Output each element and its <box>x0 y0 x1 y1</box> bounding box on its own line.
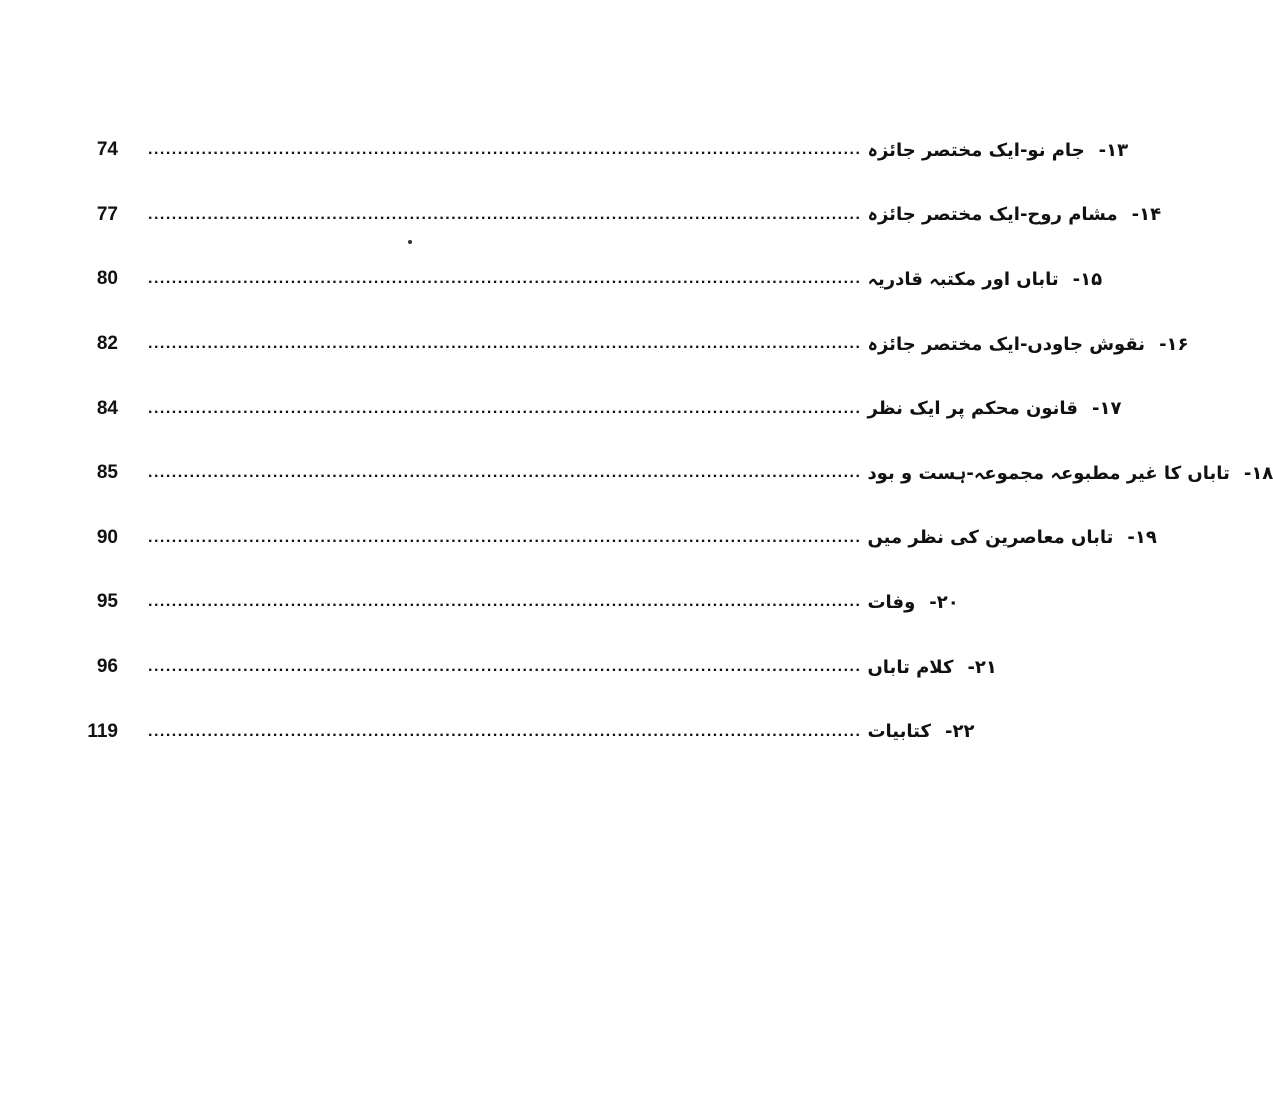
toc-entry <box>70 247 1103 312</box>
dot-leader: ........................................................................................................................ <box>148 335 862 353</box>
entry-title: مشام روح-ایک مختصر جائزہ <box>867 204 1118 226</box>
dot-leader: ........................................................................................................................ <box>148 141 862 159</box>
entry-label <box>867 398 1121 419</box>
entry-title: تاباں اور مکتبہ قادریہ <box>867 268 1059 290</box>
dot-leader: ........................................................................................................................ <box>148 658 862 676</box>
entry-label <box>867 463 1273 484</box>
page-number: 95 <box>96 591 118 613</box>
entry-number: ۱۴- <box>1131 204 1162 226</box>
toc-entry <box>70 635 997 700</box>
toc-entry <box>70 699 975 764</box>
entry-number: ۱۸- <box>1243 462 1273 484</box>
entry-label <box>867 269 1102 290</box>
entry-number: ۲۰- <box>929 591 959 613</box>
page-number: 84 <box>96 397 118 419</box>
page-number: 77 <box>96 203 118 225</box>
entry-title: کلام تاباں <box>867 656 954 678</box>
dot-leader: ........................................................................................................................ <box>148 593 862 611</box>
toc-entry <box>70 118 1129 183</box>
dot-leader: ........................................................................................................................ <box>148 205 862 223</box>
entry-number: ۱۹- <box>1127 527 1157 549</box>
toc-entry <box>70 312 1189 377</box>
entry-number: ۱۷- <box>1091 398 1122 420</box>
entry-number: ۲۲- <box>944 721 975 743</box>
page-number: 82 <box>96 333 118 355</box>
print-speck <box>408 240 412 244</box>
page-number: 96 <box>96 656 118 678</box>
toc-entry <box>70 570 959 635</box>
dot-leader: ........................................................................................................................ <box>148 399 862 417</box>
page-number: 119 <box>87 720 118 742</box>
toc-entry <box>70 506 1157 571</box>
dot-leader: ........................................................................................................................ <box>148 528 862 546</box>
dot-leader: ........................................................................................................................ <box>148 464 862 482</box>
dot-leader: ........................................................................................................................ <box>148 722 862 740</box>
table-of-contents <box>70 118 1273 764</box>
toc-entry <box>70 441 1273 506</box>
toc-entry <box>70 376 1122 441</box>
entry-title: قانون محکم پر ایک نظر <box>867 398 1078 420</box>
entry-label <box>867 204 1161 225</box>
page-number: 80 <box>96 268 118 290</box>
entry-title: تاباں کا غیر مطبوعہ مجموعہ-ہست و بود <box>867 462 1230 484</box>
page-number: 74 <box>96 139 118 161</box>
entry-label <box>867 140 1128 161</box>
entry-label <box>867 527 1156 548</box>
entry-title: وفات <box>867 591 916 613</box>
entry-label <box>867 721 974 742</box>
entry-number: ۲۱- <box>967 656 997 678</box>
entry-label <box>867 657 996 678</box>
page-number: 85 <box>96 462 118 484</box>
entry-number: ۱۵- <box>1072 268 1103 290</box>
entry-title: نقوش جاودں-ایک مختصر جائزہ <box>867 333 1146 355</box>
entry-label <box>867 334 1188 355</box>
entry-number: ۱۳- <box>1098 139 1129 161</box>
entry-label <box>867 592 958 613</box>
dot-leader: ........................................................................................................................ <box>148 270 862 288</box>
toc-entry <box>70 183 1162 248</box>
entry-number: ۱۶- <box>1159 333 1189 355</box>
page-number: 90 <box>96 526 118 548</box>
entry-title: جام نو-ایک مختصر جائزہ <box>867 139 1085 161</box>
entry-title: تاباں معاصرین کی نظر میں <box>867 527 1114 549</box>
entry-title: کتابیات <box>867 721 931 743</box>
